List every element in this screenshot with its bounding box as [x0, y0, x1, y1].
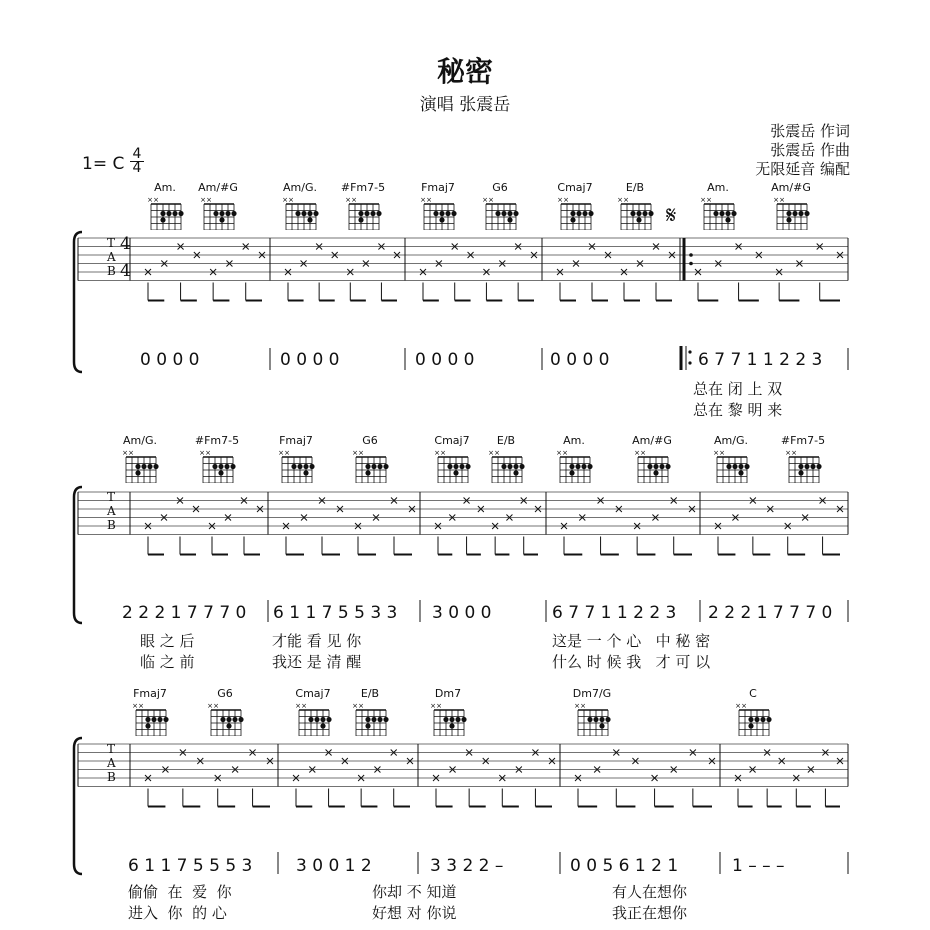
chord-name: E/B	[496, 434, 516, 447]
svg-text:×: ×	[623, 196, 629, 204]
svg-text:×: ×	[488, 196, 494, 204]
tab-label-t: T	[107, 742, 116, 756]
svg-text:×: ×	[440, 449, 446, 457]
lyricist-credit: 张震岳 作词	[770, 122, 850, 140]
tab-label-t: T	[107, 490, 116, 504]
singer-line: 演唱 张震岳	[419, 95, 511, 115]
chord-name: Am/#G	[198, 181, 238, 194]
lyric-line: 这是 一 个 心 中 秘 密	[552, 632, 711, 650]
lyric-line: 我还 是 清 醒	[272, 653, 362, 671]
jianpu-measure: 3 0 0 1 2	[296, 856, 372, 876]
chord-name: Am.	[563, 434, 585, 447]
svg-text:×: ×	[122, 449, 128, 457]
chord-name: Dm7	[434, 687, 462, 700]
svg-text:×: ×	[284, 449, 290, 457]
lyric-line: 临 之 前	[140, 653, 195, 671]
svg-text:×: ×	[436, 702, 442, 710]
chord-name: Am.	[154, 181, 176, 194]
tab-label-a: A	[107, 756, 116, 770]
chord-name: Dm7/G	[572, 687, 612, 700]
svg-text:×: ×	[773, 196, 779, 204]
svg-text:×: ×	[213, 702, 219, 710]
tab-label-t: T	[107, 236, 116, 250]
svg-text:×: ×	[358, 702, 364, 710]
chord-name: Am/#G	[632, 434, 672, 447]
key-signature: 1= C	[82, 154, 125, 174]
svg-text:×: ×	[200, 196, 206, 204]
tab-label-b: B	[107, 264, 116, 278]
song-title: 秘密	[436, 55, 493, 88]
chord-name: #Fm7-5	[194, 434, 240, 447]
arranger-credit: 无限延音 编配	[755, 160, 850, 178]
chord-name: Cmaj7	[434, 434, 470, 447]
tab-label-b: B	[107, 518, 116, 532]
svg-text:×: ×	[634, 449, 640, 457]
jianpu-measure: 0 0 0 0	[550, 350, 610, 370]
svg-text:×: ×	[430, 702, 436, 710]
svg-text:×: ×	[785, 449, 791, 457]
lyric-line: 什么 时 候 我 才 可 以	[552, 653, 711, 671]
chord-name: Am.	[707, 181, 729, 194]
lyric-line: 进入 你 的 心	[128, 904, 227, 922]
svg-text:×: ×	[719, 449, 725, 457]
svg-text:×: ×	[700, 196, 706, 204]
svg-text:×: ×	[488, 449, 494, 457]
svg-text:×: ×	[562, 449, 568, 457]
tab-label-b: B	[107, 770, 116, 784]
svg-text:×: ×	[153, 196, 159, 204]
jianpu-measure: 0 0 0 0	[415, 350, 475, 370]
lyric-line: 总在 闭 上 双	[693, 380, 783, 398]
tab-label-a: A	[107, 250, 116, 264]
jianpu-measure: 6 1 1 7 5 5 3 3	[273, 603, 398, 623]
svg-text:×: ×	[735, 702, 741, 710]
svg-text:×: ×	[301, 702, 307, 710]
svg-text:×: ×	[580, 702, 586, 710]
chord-name: Am/G.	[714, 434, 748, 447]
tab-time-sig-bottom: 4	[120, 261, 131, 281]
chord-name: G6	[217, 687, 233, 700]
svg-text:×: ×	[556, 449, 562, 457]
svg-text:×: ×	[206, 196, 212, 204]
chord-name: #Fm7-5	[780, 434, 826, 447]
composer-credit: 张震岳 作曲	[770, 141, 850, 159]
svg-text:×: ×	[358, 449, 364, 457]
svg-text:×: ×	[713, 449, 719, 457]
chord-name: E/B	[625, 181, 645, 194]
chord-name: #Fm7-5	[340, 181, 386, 194]
chord-name: Am/G.	[123, 434, 157, 447]
svg-text:×: ×	[420, 196, 426, 204]
svg-text:×: ×	[791, 449, 797, 457]
svg-text:×: ×	[199, 449, 205, 457]
svg-text:×: ×	[282, 196, 288, 204]
svg-text:×: ×	[574, 702, 580, 710]
svg-text:×: ×	[138, 702, 144, 710]
jianpu-measure: 2 2 2 1 7 7 7 0	[708, 603, 833, 623]
svg-text:×: ×	[482, 196, 488, 204]
lyric-line: 才能 看 见 你	[272, 632, 362, 650]
svg-text:×: ×	[741, 702, 747, 710]
svg-text:×: ×	[278, 449, 284, 457]
chord-name: Am/G.	[283, 181, 317, 194]
jianpu-measure: 3 0 0 0	[432, 603, 492, 623]
svg-text:×: ×	[132, 702, 138, 710]
jianpu-measure: 1 – – –	[732, 856, 785, 876]
jianpu-measure: 6 7 7 1 1 2 2 3	[698, 350, 823, 370]
jianpu-measure: 0 0 0 0	[280, 350, 340, 370]
jianpu-measure: 2 2 2 1 7 7 7 0	[122, 603, 247, 623]
chord-name: Am/#G	[771, 181, 811, 194]
lyric-line: 总在 黎 明 来	[693, 401, 783, 419]
lyric-line: 我正在想你	[612, 904, 688, 922]
lyric-line: 你却 不 知道	[372, 883, 457, 901]
chord-name: C	[749, 687, 757, 700]
svg-text:×: ×	[295, 702, 301, 710]
chord-name: Fmaj7	[133, 687, 167, 700]
svg-text:×: ×	[426, 196, 432, 204]
chord-name: Cmaj7	[557, 181, 593, 194]
jianpu-measure: 0 0 0 0	[140, 350, 200, 370]
svg-text:×: ×	[147, 196, 153, 204]
svg-text:×: ×	[494, 449, 500, 457]
lyric-line: 有人在想你	[612, 883, 688, 901]
svg-text:×: ×	[563, 196, 569, 204]
svg-text:×: ×	[617, 196, 623, 204]
svg-text:×: ×	[640, 449, 646, 457]
svg-text:×: ×	[706, 196, 712, 204]
lyric-line: 偷偷 在 爱 你	[128, 883, 232, 901]
svg-text:×: ×	[352, 702, 358, 710]
segno-sign: 𝄋	[666, 201, 677, 229]
lyric-line: 好想 对 你说	[372, 904, 457, 922]
jianpu-measure: 6 7 7 1 1 2 2 3	[552, 603, 677, 623]
svg-text:×: ×	[288, 196, 294, 204]
svg-text:×: ×	[345, 196, 351, 204]
tab-time-sig-top: 4	[120, 234, 131, 254]
jianpu-measure: 0 0 5 6 1 2 1	[570, 856, 679, 876]
time-signature-top: 4	[132, 146, 142, 162]
chord-name: Fmaj7	[421, 181, 455, 194]
chord-name: E/B	[360, 687, 380, 700]
jianpu-measure: 3 3 2 2 –	[430, 856, 504, 876]
svg-text:×: ×	[207, 702, 213, 710]
svg-text:×: ×	[128, 449, 134, 457]
tab-label-a: A	[107, 504, 116, 518]
svg-text:×: ×	[434, 449, 440, 457]
lyric-line: 眼 之 后	[140, 632, 195, 650]
svg-text:×: ×	[779, 196, 785, 204]
time-signature-bottom: 4	[130, 161, 144, 175]
svg-text:×: ×	[557, 196, 563, 204]
chord-name: Cmaj7	[295, 687, 331, 700]
jianpu-measure: 6 1 1 7 5 5 5 3	[128, 856, 253, 876]
chord-name: G6	[362, 434, 378, 447]
svg-text:×: ×	[351, 196, 357, 204]
chord-name: G6	[492, 181, 508, 194]
svg-text:×: ×	[352, 449, 358, 457]
svg-text:×: ×	[205, 449, 211, 457]
chord-name: Fmaj7	[279, 434, 313, 447]
